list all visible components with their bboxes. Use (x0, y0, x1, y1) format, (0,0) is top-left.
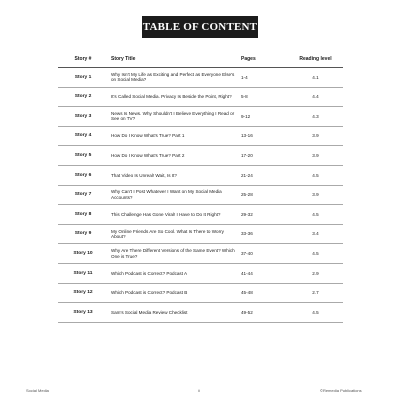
pages-cell: 33-36 (238, 224, 288, 244)
page-title-banner (142, 16, 258, 38)
story-title-cell: Why Isn't My Life as Exciting and Perfect as Everyone Else's on Social Media? (108, 68, 238, 88)
footer-page-number: ii (198, 388, 200, 393)
pages-cell: 37-40 (238, 244, 288, 264)
pages-cell: 17-20 (238, 146, 288, 166)
table-row (58, 87, 343, 107)
pages-cell: 13-16 (238, 126, 288, 146)
reading-level-cell: 3.4 (288, 224, 343, 244)
reading-level-cell: 4.3 (288, 107, 343, 127)
table-row (58, 283, 343, 303)
reading-level-cell: 4.1 (288, 68, 343, 88)
story-number-cell: Story 10 (58, 244, 108, 264)
reading-level-cell: 3.9 (288, 126, 343, 146)
reading-level-cell: 4.5 (288, 244, 343, 264)
table-row (58, 224, 343, 244)
table-row (58, 303, 343, 323)
story-title-cell: News Is News. Why Shouldn't I Believe Everything I Read or See on TV? (108, 107, 238, 127)
table-row (58, 244, 343, 264)
pages-cell: 1-4 (238, 68, 288, 88)
story-number-cell: Story 13 (58, 303, 108, 323)
pages-cell: 49-52 (238, 303, 288, 323)
pages-cell: 45-48 (238, 283, 288, 303)
footer-book-title: Social Media (26, 388, 49, 393)
story-number-cell: Story 2 (58, 87, 108, 107)
table-row (58, 107, 343, 127)
pages-cell: 5-8 (238, 87, 288, 107)
pages-cell: 29-32 (238, 205, 288, 225)
story-number-cell: Story 8 (58, 205, 108, 225)
story-number-cell: Story 6 (58, 165, 108, 185)
table-row (58, 205, 343, 225)
table-row (58, 68, 343, 88)
story-title-cell: Why Are There Different Versions of the Same Event? Which One is True? (108, 244, 238, 264)
page-title: TABLE OF CONTENT (142, 21, 258, 33)
pages-cell: 25-28 (238, 185, 288, 205)
story-number-cell: Story 11 (58, 263, 108, 283)
table-of-contents (58, 50, 343, 323)
story-title-cell: Which Podcast is Correct? Podcast B (108, 283, 238, 303)
story-title-cell: This Challenge Has Gone Viral! I Have to Do It Right? (108, 205, 238, 225)
pages-cell: 9-12 (238, 107, 288, 127)
story-title-cell: How Do I Know What's True? Part 2 (108, 146, 238, 166)
reading-level-cell: 4.5 (288, 165, 343, 185)
story-title-cell: Which Podcast is Correct? Podcast A (108, 263, 238, 283)
table-header-row (58, 50, 343, 68)
story-number-cell: Story 4 (58, 126, 108, 146)
story-title-cell: That Video Is Unreal! Wait, Is It? (108, 165, 238, 185)
story-number-cell: Story 7 (58, 185, 108, 205)
story-number-cell: Story 1 (58, 68, 108, 88)
footer-publisher: ©Remedia Publications (320, 388, 362, 393)
reading-level-cell: 4.4 (288, 87, 343, 107)
reading-level-cell: 2.9 (288, 263, 343, 283)
table-row (58, 146, 343, 166)
header-story-title: Story Title (108, 50, 238, 68)
table-row (58, 263, 343, 283)
reading-level-cell: 2.7 (288, 283, 343, 303)
story-number-cell: Story 5 (58, 146, 108, 166)
story-title-cell: It's Called Social Media. Privacy Is Beside the Point, Right? (108, 87, 238, 107)
table-row (58, 165, 343, 185)
story-number-cell: Story 12 (58, 283, 108, 303)
reading-level-cell: 4.5 (288, 303, 343, 323)
story-title-cell: My Online Friends Are So Cool. What Is There to Worry About? (108, 224, 238, 244)
table-body (58, 68, 343, 323)
story-title-cell: Sam's Social Media Review Checklist (108, 303, 238, 323)
story-number-cell: Story 9 (58, 224, 108, 244)
story-title-cell: Why Can't I Post Whatever I Want on My Social Media Accounts? (108, 185, 238, 205)
reading-level-cell: 3.9 (288, 185, 343, 205)
header-pages: Pages (238, 50, 288, 68)
story-title-cell: How Do I Know What's True? Part 1 (108, 126, 238, 146)
reading-level-cell: 3.9 (288, 146, 343, 166)
reading-level-cell: 4.5 (288, 205, 343, 225)
pages-cell: 21-24 (238, 165, 288, 185)
table-row (58, 126, 343, 146)
story-number-cell: Story 3 (58, 107, 108, 127)
header-story-number: Story # (58, 50, 108, 68)
table-row (58, 185, 343, 205)
pages-cell: 41-44 (238, 263, 288, 283)
header-reading-level: Reading level (288, 50, 343, 68)
